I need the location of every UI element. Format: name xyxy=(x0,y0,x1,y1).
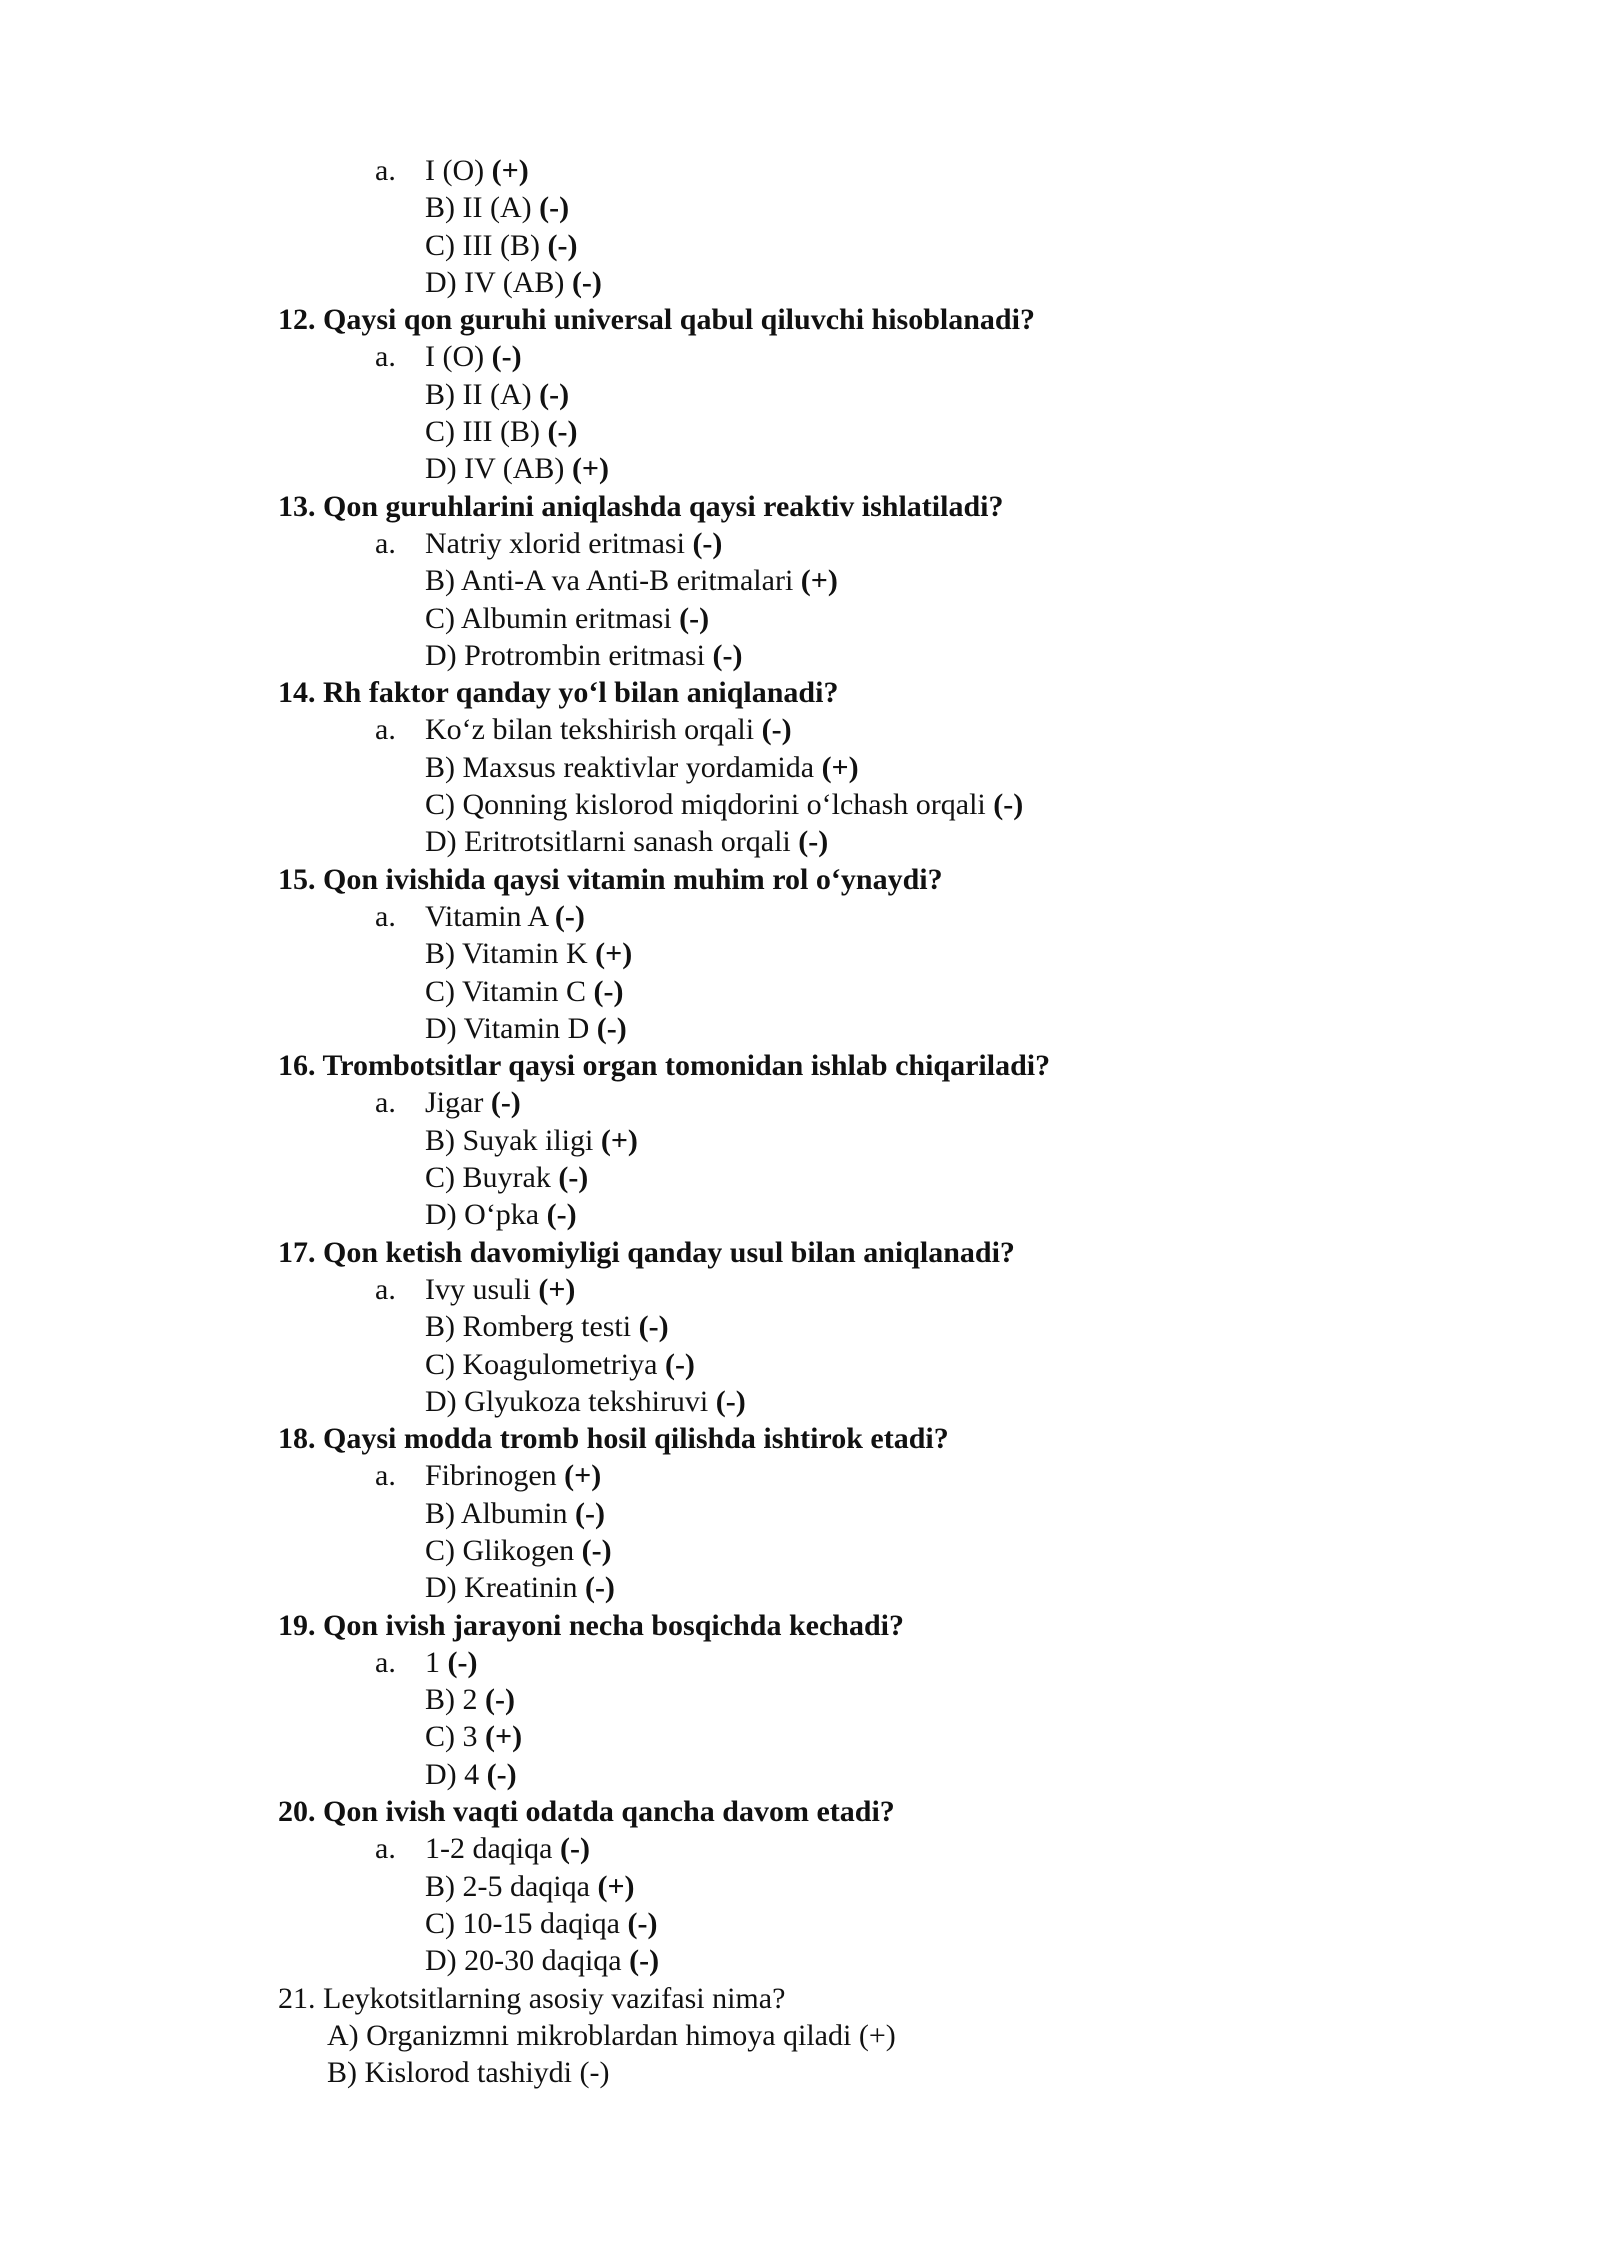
answer-option xyxy=(0,749,1600,786)
answer-option xyxy=(0,823,1600,860)
option-text: I (O) xyxy=(425,154,492,187)
option-marker: a. xyxy=(375,899,396,933)
answer-option xyxy=(0,413,1600,450)
option-marker: a. xyxy=(375,1459,396,1493)
option-text: D) O‘pka xyxy=(425,1198,547,1232)
answer-option xyxy=(0,1346,1600,1383)
option-text: B) II (A) xyxy=(425,191,540,225)
option-marker: a. xyxy=(375,154,396,187)
option-text: B) Anti-A va Anti-B eritmalari xyxy=(425,564,801,598)
option-text: B) 2-5 daqiqa xyxy=(425,1869,598,1903)
question-heading xyxy=(0,1234,1600,1271)
answer-option xyxy=(0,227,1600,264)
question-text: 21. Leykotsitlarning asosiy vazifasi nima? xyxy=(278,1981,786,2015)
answer-mark: (-) xyxy=(575,1496,605,1530)
option-text: 1-2 daqiqa xyxy=(425,1832,560,1866)
question-heading xyxy=(0,861,1600,898)
answer-mark: (-) xyxy=(539,377,570,411)
answer-mark: (+) xyxy=(821,750,859,784)
answer-option xyxy=(0,450,1600,487)
answer-option xyxy=(0,152,1600,189)
option-marker: a. xyxy=(375,526,396,560)
answer-option xyxy=(0,973,1600,1010)
option-text: C) Albumin eritmasi xyxy=(425,601,680,635)
answer-option xyxy=(0,1644,1600,1681)
answer-mark: (-) xyxy=(679,601,710,635)
answer-mark: (+) xyxy=(571,452,610,486)
question-heading xyxy=(0,1420,1600,1457)
answer-option xyxy=(0,338,1600,375)
option-text: Natriy xlorid eritmasi xyxy=(425,526,693,560)
option-text: B) Maxsus reaktivlar yordamida xyxy=(425,750,822,784)
option-marker: a. xyxy=(375,713,396,747)
question-text: 18. Qaysi modda tromb hosil qilishda ishtirok etadi? xyxy=(278,1422,949,1456)
question-text: 14. Rh faktor qanday yo‘l bilan aniqlanadi? xyxy=(278,676,839,710)
answer-option xyxy=(0,1271,1600,1308)
option-text: C) Koagulometriya xyxy=(425,1347,665,1381)
answer-option xyxy=(0,1084,1600,1121)
option-text: Jigar xyxy=(425,1086,491,1120)
answer-option xyxy=(0,376,1600,413)
option-text: Ko‘z bilan tekshirish orqali xyxy=(425,713,762,747)
answer-mark: (-) xyxy=(664,1347,695,1381)
option-text: C) Qonning kislorod miqdorini o‘lchash orqali xyxy=(425,788,994,822)
answer-option xyxy=(0,562,1600,599)
option-text: D) IV (AB) xyxy=(425,265,572,299)
question-heading xyxy=(0,488,1600,525)
option-text: Vitamin A xyxy=(425,899,555,933)
option-text: Ivy usuli xyxy=(425,1272,539,1306)
answer-mark: (-) xyxy=(547,228,578,262)
answer-mark: (-) xyxy=(761,713,792,747)
answer-mark: (-) xyxy=(692,526,723,560)
answer-mark: (-) xyxy=(490,1086,521,1120)
answer-mark: (+) xyxy=(800,564,838,598)
option-text: C) Buyrak xyxy=(425,1161,559,1195)
question-text: 20. Qon ivish vaqti odatda qancha davom etadi? xyxy=(278,1795,895,1829)
question-heading xyxy=(0,1047,1600,1084)
option-text: C) Glikogen xyxy=(425,1533,582,1567)
option-text: B) Romberg testi xyxy=(425,1310,639,1344)
answer-mark: (-) xyxy=(584,1571,615,1605)
option-text: B) II (A) xyxy=(425,377,540,411)
answer-mark: (-) xyxy=(596,1011,627,1045)
option-text: Fibrinogen xyxy=(425,1459,565,1493)
option-text: D) Protrombin eritmasi xyxy=(425,638,713,672)
answer-option xyxy=(0,1868,1600,1905)
answer-option xyxy=(0,2017,1600,2054)
option-text: D) Eritrotsitlarni sanash orqali xyxy=(425,825,799,859)
question-heading xyxy=(0,301,1600,338)
answer-mark: (-) xyxy=(993,788,1024,822)
answer-mark: (+) xyxy=(491,154,529,187)
answer-mark: (-) xyxy=(558,1161,589,1195)
question-text: 13. Qon guruhlarini aniqlashda qaysi reaktiv ishlatiladi? xyxy=(278,489,1004,523)
option-text: B) 2 xyxy=(425,1683,485,1717)
question-heading xyxy=(0,1793,1600,1830)
answer-mark: (-) xyxy=(539,191,570,225)
option-marker: a. xyxy=(375,1832,396,1866)
question-text: 15. Qon ivishida qaysi vitamin muhim rol o‘ynaydi? xyxy=(278,862,943,896)
answer-mark: (-) xyxy=(486,1757,517,1791)
answer-mark: (-) xyxy=(629,1944,660,1978)
option-text: D) 4 xyxy=(425,1757,487,1791)
option-text: D) Kreatinin xyxy=(425,1571,585,1605)
answer-option xyxy=(0,637,1600,674)
option-text: B) Albumin xyxy=(425,1496,576,1530)
answer-option xyxy=(0,189,1600,226)
answer-mark: (-) xyxy=(554,899,585,933)
option-text: D) Vitamin D xyxy=(425,1011,597,1045)
option-text: B) Kislorod tashiydi (-) xyxy=(327,2056,610,2090)
answer-option xyxy=(0,1122,1600,1159)
answer-option xyxy=(0,600,1600,637)
option-text: C) III (B) xyxy=(425,415,548,449)
answer-option xyxy=(0,1308,1600,1345)
answer-mark: (-) xyxy=(593,974,624,1008)
answer-option xyxy=(0,935,1600,972)
option-marker: a. xyxy=(375,1645,396,1679)
answer-option xyxy=(0,1159,1600,1196)
answer-mark: (-) xyxy=(581,1533,612,1567)
answer-mark: (+) xyxy=(600,1123,638,1157)
answer-mark: (-) xyxy=(627,1906,658,1940)
answer-option xyxy=(0,264,1600,301)
answer-mark: (+) xyxy=(485,1720,523,1754)
option-text: I (O) xyxy=(425,340,492,374)
answer-option xyxy=(0,898,1600,935)
answer-option xyxy=(0,711,1600,748)
quiz-content xyxy=(0,152,1600,2091)
answer-mark: (-) xyxy=(798,825,829,859)
answer-option xyxy=(0,1681,1600,1718)
answer-option xyxy=(0,1569,1600,1606)
answer-option xyxy=(0,1457,1600,1494)
option-text: C) 3 xyxy=(425,1720,485,1754)
question-heading xyxy=(0,1980,1600,2017)
option-text: C) III (B) xyxy=(425,228,548,262)
question-heading xyxy=(0,674,1600,711)
option-text: D) 20-30 daqiqa xyxy=(425,1944,630,1978)
option-text: C) Vitamin C xyxy=(425,974,594,1008)
question-text: 17. Qon ketish davomiyligi qanday usul bilan aniqlanadi? xyxy=(278,1235,1015,1269)
answer-mark: (-) xyxy=(485,1683,515,1717)
answer-mark: (-) xyxy=(447,1645,478,1679)
question-text: 12. Qaysi qon guruhi universal qabul qiluvchi hisoblanadi? xyxy=(278,303,1035,337)
answer-option xyxy=(0,525,1600,562)
answer-option xyxy=(0,1830,1600,1867)
answer-option xyxy=(0,786,1600,823)
answer-mark: (-) xyxy=(547,415,578,449)
answer-option xyxy=(0,1905,1600,1942)
answer-option xyxy=(0,1942,1600,1979)
answer-option xyxy=(0,1532,1600,1569)
answer-option xyxy=(0,1196,1600,1233)
answer-mark: (-) xyxy=(712,638,743,672)
option-text: A) Organizmni mikroblardan himoya qiladi (+) xyxy=(327,2018,896,2052)
answer-mark: (+) xyxy=(538,1272,576,1306)
answer-mark: (-) xyxy=(638,1310,669,1344)
question-heading xyxy=(0,1607,1600,1644)
option-marker: a. xyxy=(375,1272,396,1306)
answer-mark: (-) xyxy=(559,1832,590,1866)
answer-option xyxy=(0,2054,1600,2091)
answer-mark: (-) xyxy=(491,340,522,374)
answer-mark: (+) xyxy=(595,937,633,971)
option-text: C) 10-15 daqiqa xyxy=(425,1906,628,1940)
option-text: D) Glyukoza tekshiruvi xyxy=(425,1384,716,1418)
answer-option xyxy=(0,1010,1600,1047)
option-marker: a. xyxy=(375,1086,396,1120)
option-marker: a. xyxy=(375,340,396,374)
answer-option xyxy=(0,1718,1600,1755)
question-text: 19. Qon ivish jarayoni necha bosqichda kechadi? xyxy=(278,1608,904,1642)
answer-mark: (-) xyxy=(715,1384,746,1418)
option-text: D) IV (AB) xyxy=(425,452,572,486)
answer-mark: (+) xyxy=(597,1869,635,1903)
question-text: 16. Trombotsitlar qaysi organ tomonidan ishlab chiqariladi? xyxy=(278,1049,1051,1083)
answer-option xyxy=(0,1383,1600,1420)
answer-mark: (+) xyxy=(564,1459,602,1493)
option-text: B) Vitamin K xyxy=(425,937,596,971)
option-text: 1 xyxy=(425,1645,448,1679)
answer-option xyxy=(0,1756,1600,1793)
answer-option xyxy=(0,1495,1600,1532)
answer-mark: (-) xyxy=(546,1198,577,1232)
answer-mark: (-) xyxy=(571,265,602,299)
option-text: B) Suyak iligi xyxy=(425,1123,601,1157)
